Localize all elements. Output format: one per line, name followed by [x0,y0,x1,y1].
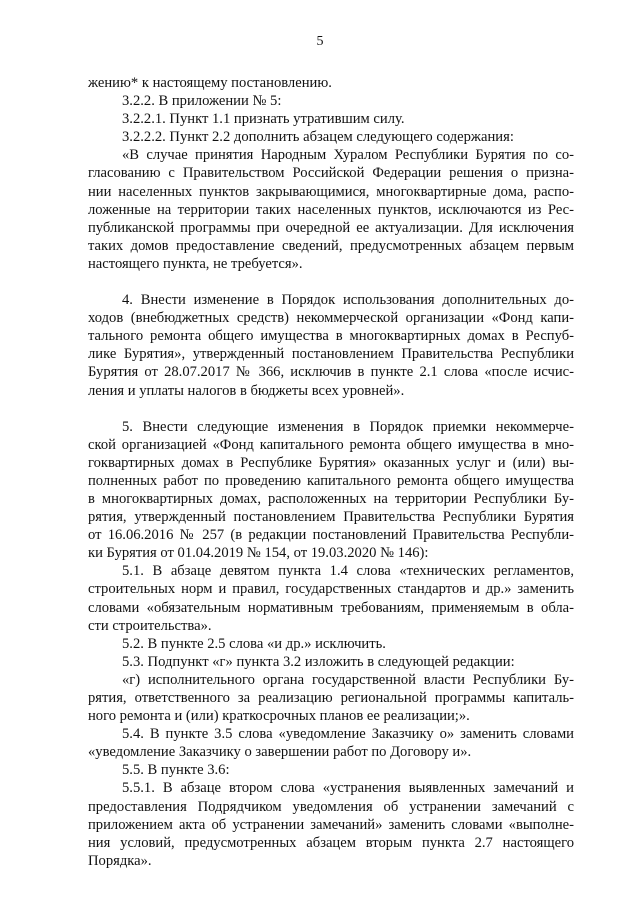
text-line: 3.2.2. В приложении № 5: [122,93,282,110]
paragraph [88,146,574,273]
text-line: сти строительства». [88,617,212,634]
text-line: тального ремонта общего имущества в многоквартирных домах в Респуб- [88,328,574,345]
text-line: 4. Внести изменение в Порядок использования дополнительных до- [122,292,574,309]
text-line: строительных норм и правил, государственных стандартов и др.» заменить [88,581,574,598]
text-line: таких домов предоставление сведений, предусмотренных абзацем первым [88,237,574,254]
document-body [88,74,574,870]
text-line: 5.3. Подпункт «г» пункта 3.2 изложить в следующей редакции: [122,653,515,670]
paragraph [88,291,574,400]
text-line: 5.2. В пункте 2.5 слова «и др.» исключить. [122,635,386,652]
text-line: ного ремонта и (или) краткосрочных планов ее реализации;». [88,708,470,725]
text-line: приложением акта об устранении замечаний» заменить словами «выполне- [88,816,574,833]
text-line: рятия, ответственного за реализацию региональной программы капиталь- [88,690,574,706]
text-line: жению* к настоящему постановлению. [88,75,332,91]
paragraph [88,418,574,563]
page-number: 5 [316,34,324,49]
text-line: настоящего пункта, не требуется». [88,255,303,272]
text-line: гоквартирных домах в Республике Бурятия» оказанных услуг и (или) вы- [88,454,574,471]
text-line: 3.2.2.1. Пункт 1.1 признать утратившим силу. [122,111,405,128]
paragraph [88,110,574,128]
paragraph-spacer [88,400,574,418]
text-line: 5.5. В пункте 3.6: [122,762,230,779]
paragraph [88,671,574,725]
paragraph [88,653,574,671]
text-line: ния условий, предусмотренных абзацем вторым пункта 2.7 настоящего [88,834,574,851]
text-line: публиканской программы при очередной ее актуализации. Для исключения [88,219,574,236]
text-line: от 16.06.2016 № 257 (в редакции постановлений Правительства Республи- [88,527,574,544]
text-line: ления и уплаты налогов в бюджеты всех уровней». [88,382,405,399]
text-line: нии населенных пунктов закрывающимися, многоквартирные дома, распо- [88,183,574,200]
text-line: 3.2.2.2. Пункт 2.2 дополнить абзацем следующего содержания: [122,129,514,146]
text-line: в многоквартирных домах, расположенных на территории Республики Бу- [88,490,574,507]
text-line: ской организацией «Фонд капитального ремонта общего имущества в мно- [88,436,574,453]
text-line: предоставления Подрядчиком уведомления об устранении замечаний с [88,798,574,815]
text-line: гласованию с Правительством Российской Федерации решения о призна- [88,165,574,182]
text-line: Бурятия от 28.07.2017 № 366, исключив в пункте 2.1 слова «после исчис- [88,364,574,381]
text-line: 5.5.1. В абзаце втором слова «устранения выявленных замечаний и [122,780,574,797]
text-line: Порядка». [88,852,152,869]
paragraph-spacer [88,273,574,291]
text-line: ходов (внебюджетных средств) некоммерческой организации «Фонд капи- [88,310,574,327]
paragraph [88,128,574,146]
text-line: словами «обязательным нормативным требованиям, применяемым в обла- [88,599,574,616]
paragraph [88,74,574,92]
paragraph [88,779,574,869]
text-line: «В случае принятия Народным Хуралом Республики Бурятия по со- [122,147,574,164]
text-line: 5.1. В абзаце девятом пункта 1.4 слова «технических регламентов, [122,563,574,580]
paragraph [88,761,574,779]
text-line: ки Бурятия от 01.04.2019 № 154, от 19.03.2020 № 146): [88,545,429,562]
text-line: «уведомление Заказчику о завершении работ по Договору и». [88,744,472,761]
paragraph [88,92,574,110]
paragraph [88,562,574,634]
paragraph [88,725,574,761]
text-line: 5.4. В пункте 3.5 слова «уведомление Заказчику о» заменить словами [122,726,574,743]
paragraph [88,635,574,653]
text-line: «г) исполнительного органа государственной власти Республики Бу- [122,671,574,688]
text-line: ложенные на территории таких населенных пунктов, исключаются из Рес- [88,201,574,218]
text-line: лике Бурятия», утвержденный постановлением Правительства Республики [88,346,574,363]
text-line: полненных работ по проведению капитального ремонта общего имущества [88,472,574,489]
text-line: рятия, утвержденный постановлением Правительства Республики Бурятия [88,509,574,526]
text-line: 5. Внести следующие изменения в Порядок приемки некоммерче- [122,418,574,435]
